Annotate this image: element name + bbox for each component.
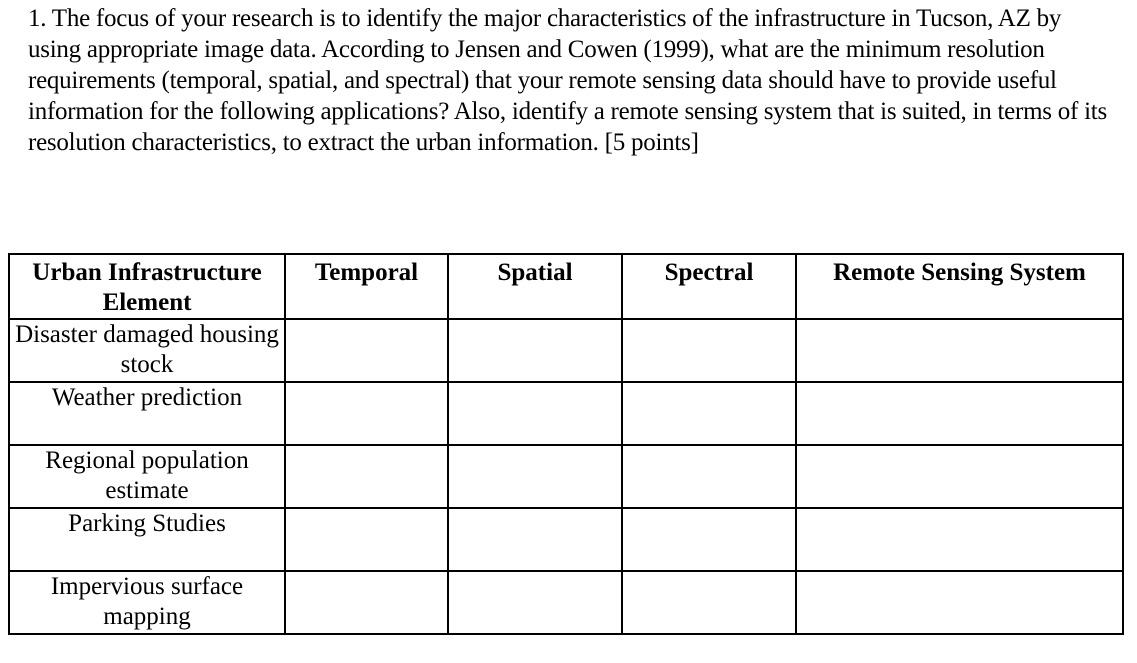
spectral-cell[interactable] (622, 571, 796, 634)
temporal-cell[interactable] (285, 445, 448, 508)
remote-sensing-system-cell[interactable] (796, 319, 1123, 382)
table-row (9, 319, 1123, 382)
table-header-row (9, 254, 1123, 319)
remote-sensing-system-cell[interactable] (796, 571, 1123, 634)
header-spectral: Spectral (622, 254, 796, 319)
spatial-cell[interactable] (448, 508, 622, 571)
spectral-cell[interactable] (622, 319, 796, 382)
spectral-cell[interactable] (622, 508, 796, 571)
row-label-parking-studies: Parking Studies (9, 508, 285, 571)
resolution-requirements-table (8, 253, 1124, 635)
spatial-cell[interactable] (448, 319, 622, 382)
header-urban-infrastructure-element: Urban Infrastructure Element (9, 254, 285, 319)
table-row (9, 508, 1123, 571)
table-row (9, 382, 1123, 445)
table-row (9, 445, 1123, 508)
temporal-cell[interactable] (285, 382, 448, 445)
spatial-cell[interactable] (448, 382, 622, 445)
remote-sensing-system-cell[interactable] (796, 508, 1123, 571)
header-remote-sensing-system: Remote Sensing System (796, 254, 1123, 319)
remote-sensing-system-cell[interactable] (796, 382, 1123, 445)
header-spatial: Spatial (448, 254, 622, 319)
remote-sensing-system-cell[interactable] (796, 445, 1123, 508)
temporal-cell[interactable] (285, 508, 448, 571)
temporal-cell[interactable] (285, 571, 448, 634)
table-row (9, 571, 1123, 634)
spatial-cell[interactable] (448, 445, 622, 508)
spectral-cell[interactable] (622, 445, 796, 508)
row-label-impervious-surface-mapping: Impervious surface mapping (9, 571, 285, 634)
spatial-cell[interactable] (448, 571, 622, 634)
temporal-cell[interactable] (285, 319, 448, 382)
spectral-cell[interactable] (622, 382, 796, 445)
row-label-weather-prediction: Weather prediction (9, 382, 285, 445)
question-text: 1. The focus of your research is to identify the major characteristics of the infrastructure in Tucson, AZ by using appropriate image data. According to Jensen and Cowen (1999), what are the minimum resolution requirements (temporal, spatial, and spectral) that your remote sensing data should have to provide useful information for the following applications? Also, identify a remote sensing system that is suited, in terms of its resolution characteristics, to extract the urban information. [5 points] (28, 5, 1107, 156)
header-temporal: Temporal (285, 254, 448, 319)
row-label-disaster-damaged-housing-stock: Disaster damaged housing stock (9, 319, 285, 382)
row-label-regional-population-estimate: Regional population estimate (9, 445, 285, 508)
